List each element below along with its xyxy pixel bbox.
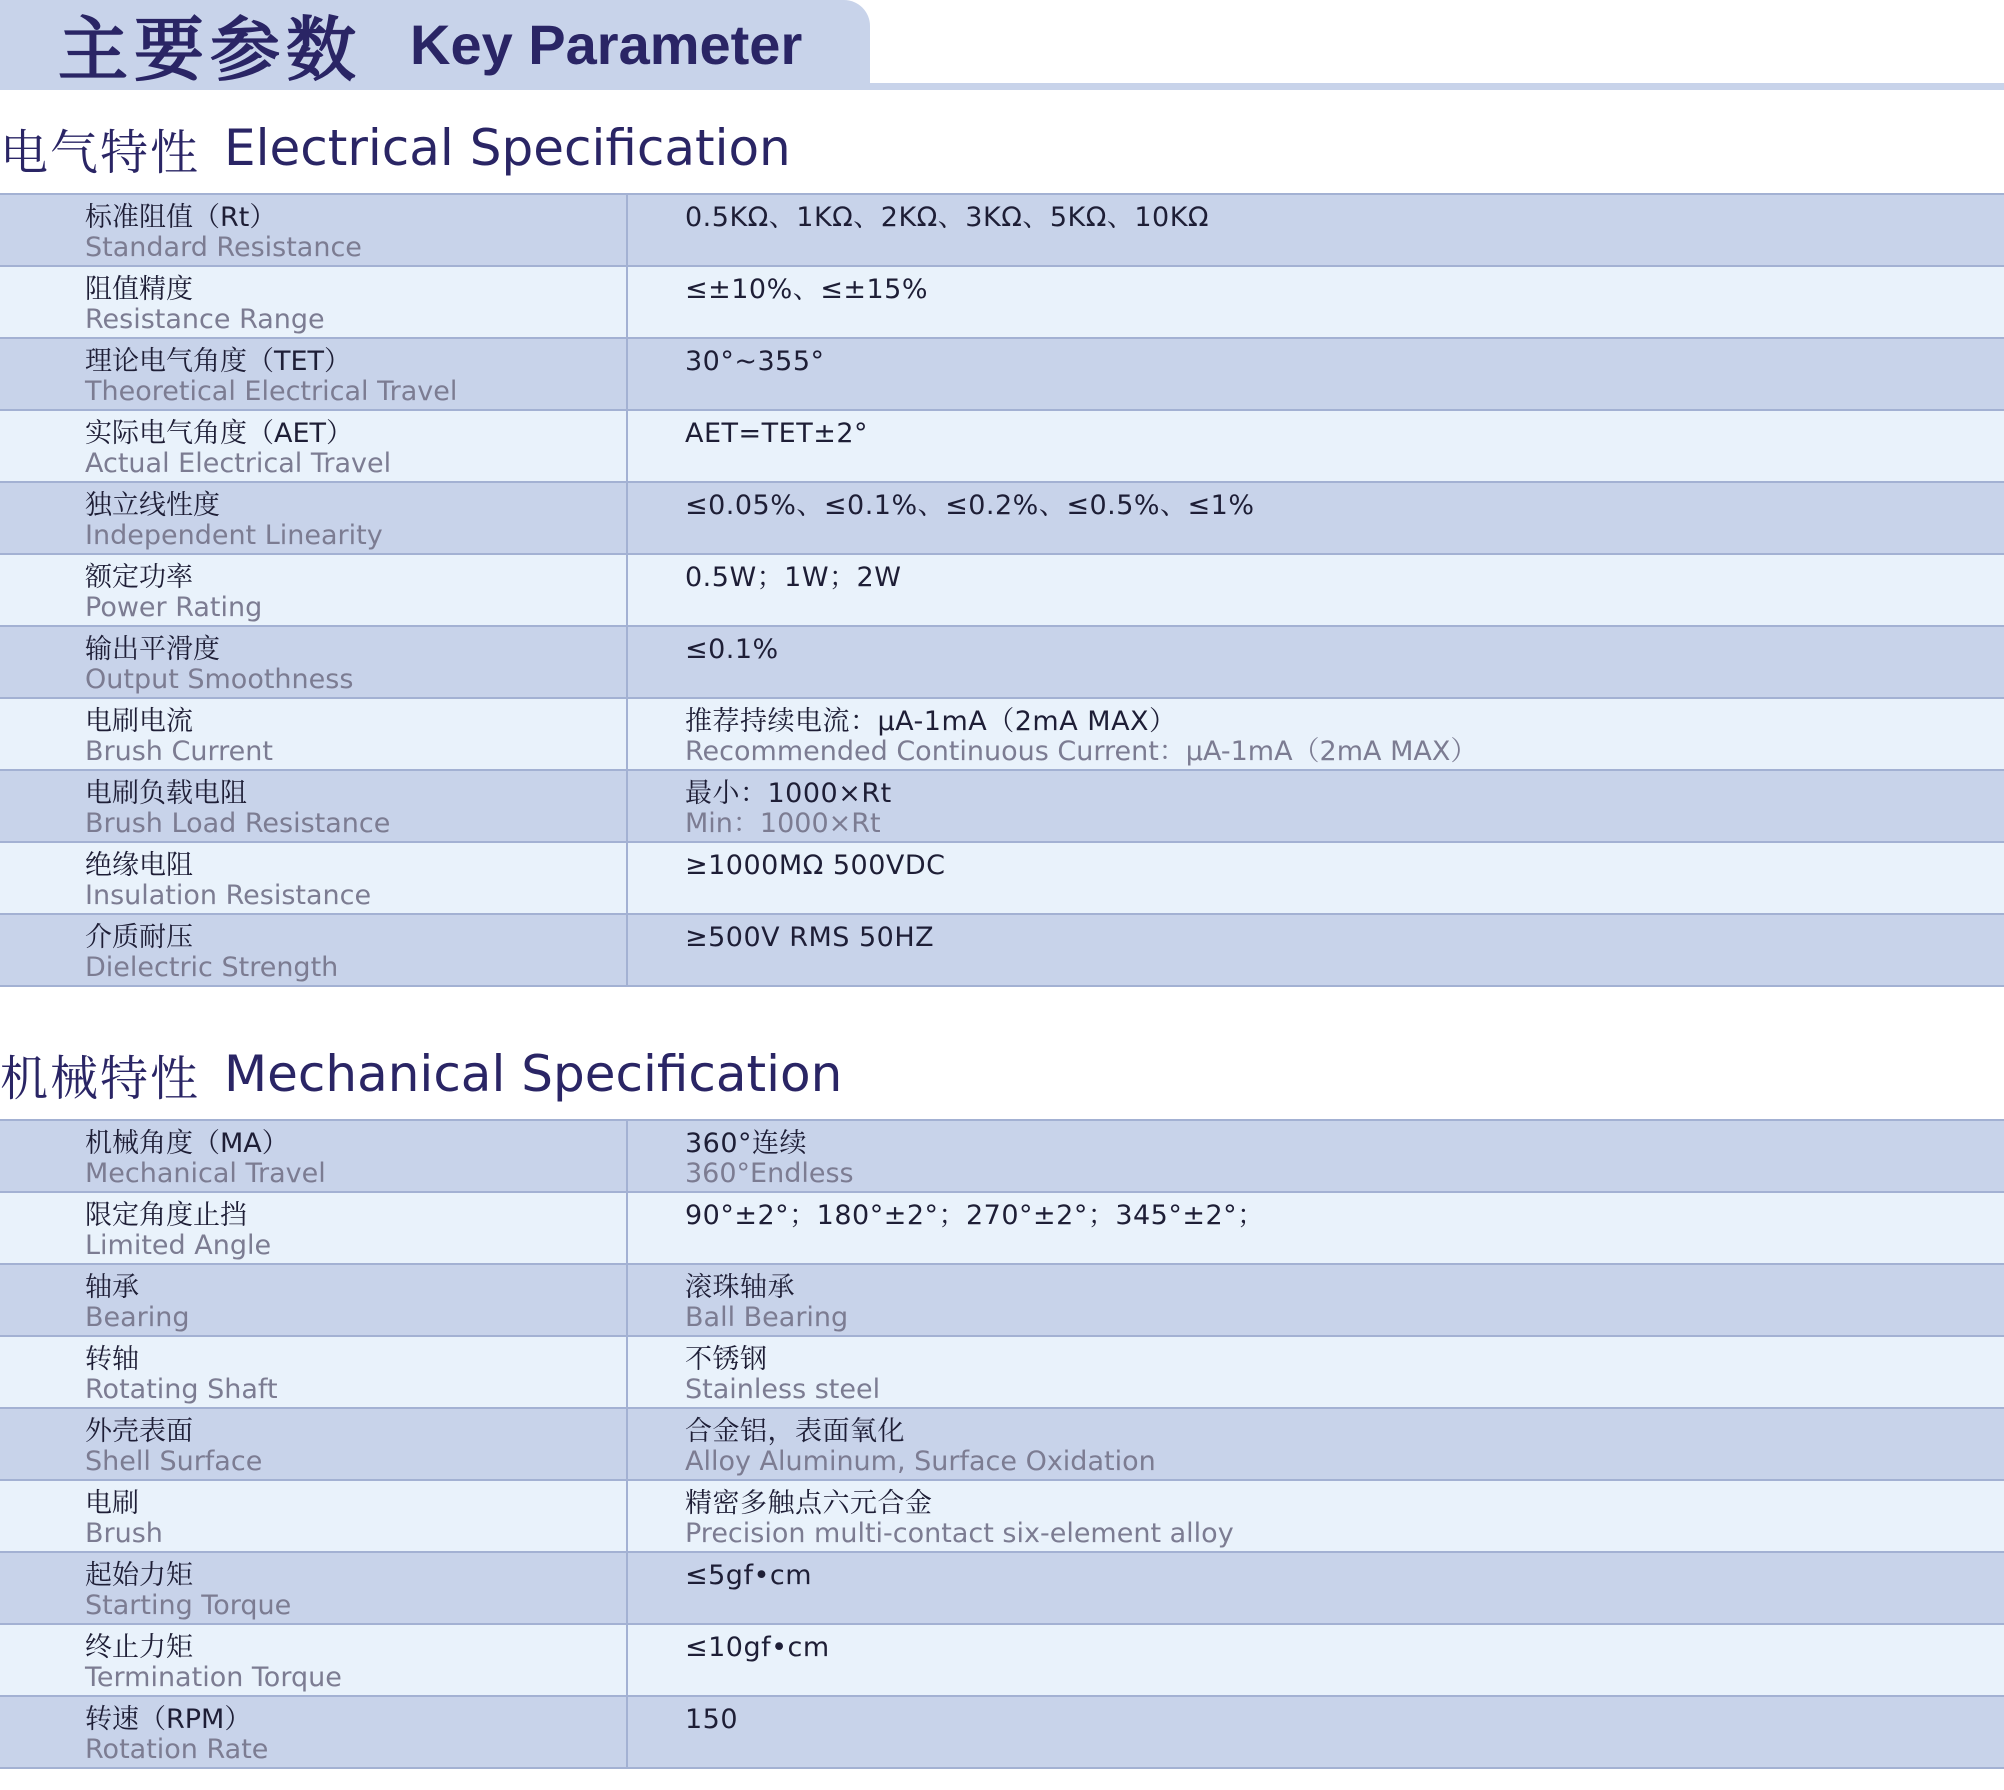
parameter-name-cn: 实际电气角度（AET）	[85, 418, 354, 449]
value-text-en: Alloy Aluminum, Surface Oxidation	[685, 1446, 1156, 1477]
parameter-name-cn: 阻值精度	[85, 274, 193, 305]
column-divider	[626, 1337, 628, 1407]
column-divider	[626, 843, 628, 913]
value-text-en: 360°Endless	[685, 1158, 854, 1189]
value-text: ≤5gf•cm	[685, 1560, 813, 1591]
parameter-name-en: Power Rating	[85, 592, 263, 623]
value-cell	[685, 419, 868, 449]
column-divider	[626, 1553, 628, 1623]
value-cell	[685, 779, 892, 839]
parameter-name-cn: 转轴	[85, 1344, 139, 1375]
table-row	[0, 1695, 2004, 1769]
mechanical-title-cn: 机械特性	[0, 1050, 201, 1107]
value-text: 0.5W；1W；2W	[685, 562, 902, 593]
parameter-name-cn: 限定角度止挡	[85, 1200, 247, 1231]
value-text: 90°±2°；180°±2°；270°±2°；345°±2°；	[685, 1200, 1265, 1231]
value-text: 最小：1000×Rt	[685, 778, 892, 809]
parameter-name-cn: 输出平滑度	[85, 634, 220, 665]
parameter-name-en: Termination Torque	[85, 1662, 342, 1693]
table-row	[0, 1407, 2004, 1479]
table-row	[0, 409, 2004, 481]
value-text: 合金铝，表面氧化	[685, 1416, 905, 1447]
value-text: ≤0.05%、≤0.1%、≤0.2%、≤0.5%、≤1%	[685, 490, 1255, 521]
parameter-cell	[85, 851, 371, 911]
value-cell	[685, 1345, 880, 1405]
mechanical-spec-table	[0, 1119, 2004, 1769]
value-text: AET=TET±2°	[685, 418, 868, 449]
parameter-cell	[85, 1489, 163, 1549]
column-divider	[626, 483, 628, 553]
parameter-name-cn: 机械角度（MA）	[85, 1128, 289, 1159]
value-text: ≥500V RMS 50HZ	[685, 922, 935, 953]
parameter-name-cn: 电刷	[85, 1488, 139, 1519]
column-divider	[626, 411, 628, 481]
value-text: ≥1000MΩ 500VDC	[685, 850, 946, 881]
value-cell	[685, 491, 1255, 521]
value-cell	[685, 851, 946, 881]
column-divider	[626, 1697, 628, 1767]
parameter-name-en: Starting Torque	[85, 1590, 292, 1621]
value-cell	[685, 1561, 812, 1591]
value-text-en: Ball Bearing	[685, 1302, 849, 1333]
parameter-name-cn: 介质耐压	[85, 922, 193, 953]
parameter-name-cn: 标准阻值（Rt）	[85, 202, 277, 233]
parameter-name-cn: 起始力矩	[85, 1560, 193, 1591]
parameter-name-en: Theoretical Electrical Travel	[85, 376, 458, 407]
value-cell	[685, 1129, 854, 1189]
parameter-name-en: Dielectric Strength	[85, 952, 339, 983]
electrical-title-cn: 电气特性	[0, 124, 201, 181]
value-cell	[685, 347, 825, 377]
parameter-name-en: Rotating Shaft	[85, 1374, 278, 1405]
table-row	[0, 697, 2004, 769]
mechanical-title-en: Mechanical Specification	[224, 1045, 843, 1103]
column-divider	[626, 1409, 628, 1479]
value-text: 150	[685, 1704, 739, 1735]
parameter-name-cn: 终止力矩	[85, 1632, 193, 1663]
value-text: 滚珠轴承	[685, 1272, 795, 1303]
table-row	[0, 481, 2004, 553]
parameter-name-en: Insulation Resistance	[85, 880, 372, 911]
value-cell	[685, 1489, 1234, 1549]
parameter-name-en: Brush	[85, 1518, 163, 1549]
value-text-en: Precision multi-contact six-element alloy	[685, 1518, 1234, 1549]
parameter-cell	[85, 923, 338, 983]
value-cell	[685, 1705, 738, 1735]
page-title-cn: 主要参数	[58, 8, 362, 91]
parameter-name-cn: 电刷电流	[85, 706, 193, 737]
parameter-cell	[85, 1705, 268, 1765]
table-row	[0, 1551, 2004, 1623]
value-cell	[685, 1201, 1265, 1231]
parameter-name-en: Actual Electrical Travel	[85, 448, 392, 479]
parameter-name-en: Brush Current	[85, 736, 273, 767]
page-title-en: Key Parameter	[410, 12, 803, 76]
table-row	[0, 625, 2004, 697]
parameter-cell	[85, 563, 262, 623]
parameter-cell	[85, 1201, 271, 1261]
column-divider	[626, 1265, 628, 1335]
page-title	[58, 0, 803, 91]
electrical-spec-table	[0, 193, 2004, 987]
value-cell	[685, 1273, 848, 1333]
column-divider	[626, 1121, 628, 1191]
parameter-cell	[85, 1273, 190, 1333]
value-text: ≤10gf•cm	[685, 1632, 830, 1663]
value-text: 精密多触点六元合金	[685, 1488, 933, 1519]
parameter-cell	[85, 779, 390, 839]
electrical-title-en: Electrical Specification	[224, 119, 791, 177]
table-row	[0, 1191, 2004, 1263]
value-text: 30°~355°	[685, 346, 825, 377]
column-divider	[626, 267, 628, 337]
table-row	[0, 1335, 2004, 1407]
parameter-name-en: Shell Surface	[85, 1446, 263, 1477]
parameter-cell	[85, 1561, 291, 1621]
table-row	[0, 1263, 2004, 1335]
parameter-name-cn: 外壳表面	[85, 1416, 193, 1447]
value-cell	[685, 563, 901, 593]
value-cell	[685, 203, 1209, 233]
table-row	[0, 265, 2004, 337]
parameter-cell	[85, 491, 383, 551]
value-cell	[685, 923, 934, 953]
value-cell	[685, 1633, 830, 1663]
column-divider	[626, 771, 628, 841]
parameter-cell	[85, 275, 325, 335]
table-row	[0, 913, 2004, 987]
value-cell	[685, 635, 779, 665]
mechanical-section-title	[0, 1039, 842, 1109]
table-row	[0, 1623, 2004, 1695]
table-row	[0, 841, 2004, 913]
parameter-name-en: Rotation Rate	[85, 1734, 269, 1765]
parameter-name-cn: 理论电气角度（TET）	[85, 346, 352, 377]
parameter-cell	[85, 707, 273, 767]
table-row	[0, 193, 2004, 265]
parameter-cell	[85, 1129, 326, 1189]
value-text-en: Min：1000×Rt	[685, 808, 881, 839]
value-text: 0.5KΩ、1KΩ、2KΩ、3KΩ、5KΩ、10KΩ	[685, 202, 1210, 233]
parameter-name-cn: 额定功率	[85, 562, 193, 593]
value-cell	[685, 275, 928, 305]
parameter-cell	[85, 635, 353, 695]
column-divider	[626, 1193, 628, 1263]
column-divider	[626, 339, 628, 409]
parameter-cell	[85, 203, 362, 263]
value-text: 不锈钢	[685, 1344, 768, 1375]
parameter-name-en: Independent Linearity	[85, 520, 383, 551]
parameter-name-en: Standard Resistance	[85, 232, 362, 263]
column-divider	[626, 1625, 628, 1695]
value-cell	[685, 1417, 1156, 1477]
parameter-cell	[85, 1345, 278, 1405]
table-row	[0, 769, 2004, 841]
value-text: 360°连续	[685, 1128, 808, 1159]
parameter-name-en: Brush Load Resistance	[85, 808, 391, 839]
header-tab	[0, 0, 870, 91]
parameter-name-cn: 独立线性度	[85, 490, 220, 521]
table-row	[0, 553, 2004, 625]
parameter-name-en: Output Smoothness	[85, 664, 354, 695]
electrical-section-title	[0, 113, 791, 183]
parameter-name-cn: 转速（RPM）	[85, 1704, 252, 1735]
parameter-name-en: Mechanical Travel	[85, 1158, 326, 1189]
value-cell	[685, 707, 1477, 767]
value-text-en: Stainless steel	[685, 1374, 881, 1405]
parameter-name-en: Resistance Range	[85, 304, 325, 335]
column-divider	[626, 1481, 628, 1551]
column-divider	[626, 555, 628, 625]
parameter-name-cn: 轴承	[85, 1272, 139, 1303]
parameter-cell	[85, 347, 457, 407]
table-row	[0, 1119, 2004, 1191]
column-divider	[626, 699, 628, 769]
table-row	[0, 1479, 2004, 1551]
parameter-name-en: Limited Angle	[85, 1230, 272, 1261]
parameter-name-cn: 电刷负载电阻	[85, 778, 247, 809]
column-divider	[626, 195, 628, 265]
table-row	[0, 337, 2004, 409]
parameter-name-cn: 绝缘电阻	[85, 850, 193, 881]
parameter-cell	[85, 1633, 342, 1693]
column-divider	[626, 627, 628, 697]
value-text: ≤0.1%	[685, 634, 779, 665]
parameter-cell	[85, 1417, 262, 1477]
value-text: 推荐持续电流：μA-1mA（2mA MAX）	[685, 706, 1177, 737]
parameter-cell	[85, 419, 391, 479]
value-text: ≤±10%、≤±15%	[685, 274, 929, 305]
value-text-en: Recommended Continuous Current：μA-1mA（2mA MAX）	[685, 736, 1478, 767]
parameter-name-en: Bearing	[85, 1302, 190, 1333]
column-divider	[626, 915, 628, 985]
